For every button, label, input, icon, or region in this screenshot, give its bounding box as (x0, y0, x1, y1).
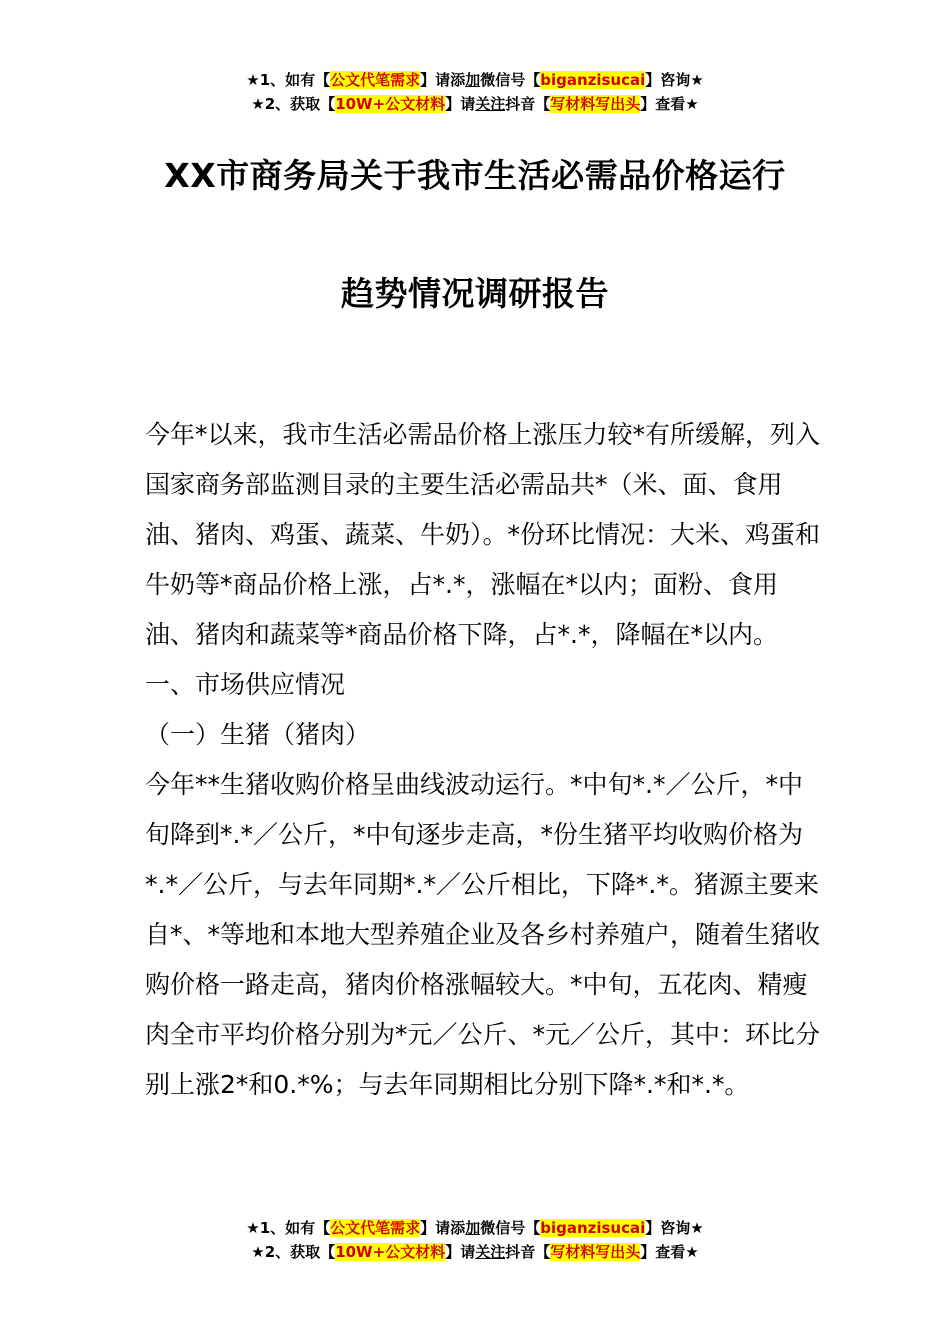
intro-paragraph: 今年*以来，我市生活必需品价格上涨压力较*有所缓解，列入国家商务部监测目录的主要生活必需品共*（米、面、食用油、猪肉、鸡蛋、蔬菜、牛奶）。*份环比情况：大米、鸡蛋和牛奶等*商品价格上涨，占*.*，涨幅在*以内；面粉、食用油、猪肉和蔬菜等*商品价格下降，占*.*，降幅在*以内。 (145, 420, 821, 649)
banner-text: 】查看★ (640, 95, 699, 113)
banner-highlight: 公文代笔需求 (330, 71, 421, 89)
banner-underline: 加 (465, 71, 481, 89)
pork-paragraph: 今年**生猪收购价格呈曲线波动运行。*中旬*.*／公斤，*中旬降到*.*／公斤，*中旬逐步走高，*份生猪平均收购价格为*.*／公斤，与去年同期*.*／公斤相比，下降*.*。猪源主要来自*、*等地和本地大型养殖企业及各乡村养殖户，随着生猪收购价格一路走高，猪肉价格涨幅较大。*中旬，五花肉、精瘦肉全市平均价格分别为*元／公斤、*元／公斤，其中：环比分别上涨2*和0.*%；与去年同期相比分别下降*.*和*.*。 (145, 770, 821, 1099)
banner-line-1 (0, 1216, 950, 1240)
section-heading: 一、市场供应情况 (145, 670, 346, 699)
banner-highlight: biganzisucai (540, 71, 646, 89)
banner-text: 抖音【 (505, 1243, 551, 1261)
banner-underline: 关注 (475, 1243, 506, 1261)
banner-highlight: 写材料写出头 (550, 1243, 641, 1261)
banner-highlight: 10W+公文材料 (335, 95, 446, 113)
document-title-line-2: 趋势情况调研报告 (341, 274, 609, 313)
subsection-heading: （一）生猪（猪肉） (145, 720, 371, 749)
banner-text: 微信号【 (480, 71, 541, 89)
banner-line-2 (0, 1240, 950, 1264)
banner-text: 】咨询★ (645, 71, 704, 89)
banner-text: ★2、获取【 (251, 1243, 336, 1261)
banner-text: 】咨询★ (645, 1219, 704, 1237)
banner-line-2 (0, 92, 950, 116)
banner-text: 】请添 (420, 71, 466, 89)
bottom-banner (0, 1216, 950, 1264)
banner-text: 微信号【 (480, 1219, 541, 1237)
banner-text: 】请 (445, 95, 476, 113)
banner-highlight: biganzisucai (540, 1219, 646, 1237)
banner-text: ★1、如有【 (246, 71, 331, 89)
banner-underline: 加 (465, 1219, 481, 1237)
document-title-line-1: XX市商务局关于我市生活必需品价格运行 (164, 156, 786, 195)
top-banner (0, 68, 950, 116)
banner-highlight: 写材料写出头 (550, 95, 641, 113)
banner-underline: 关注 (475, 95, 506, 113)
banner-text: 抖音【 (505, 95, 551, 113)
banner-text: ★1、如有【 (246, 1219, 331, 1237)
banner-highlight: 公文代笔需求 (330, 1219, 421, 1237)
banner-highlight: 10W+公文材料 (335, 1243, 446, 1261)
banner-text: ★2、获取【 (251, 95, 336, 113)
banner-line-1 (0, 68, 950, 92)
banner-text: 】请 (445, 1243, 476, 1261)
document-body (145, 410, 825, 1110)
banner-text: 】请添 (420, 1219, 466, 1237)
banner-text: 】查看★ (640, 1243, 699, 1261)
